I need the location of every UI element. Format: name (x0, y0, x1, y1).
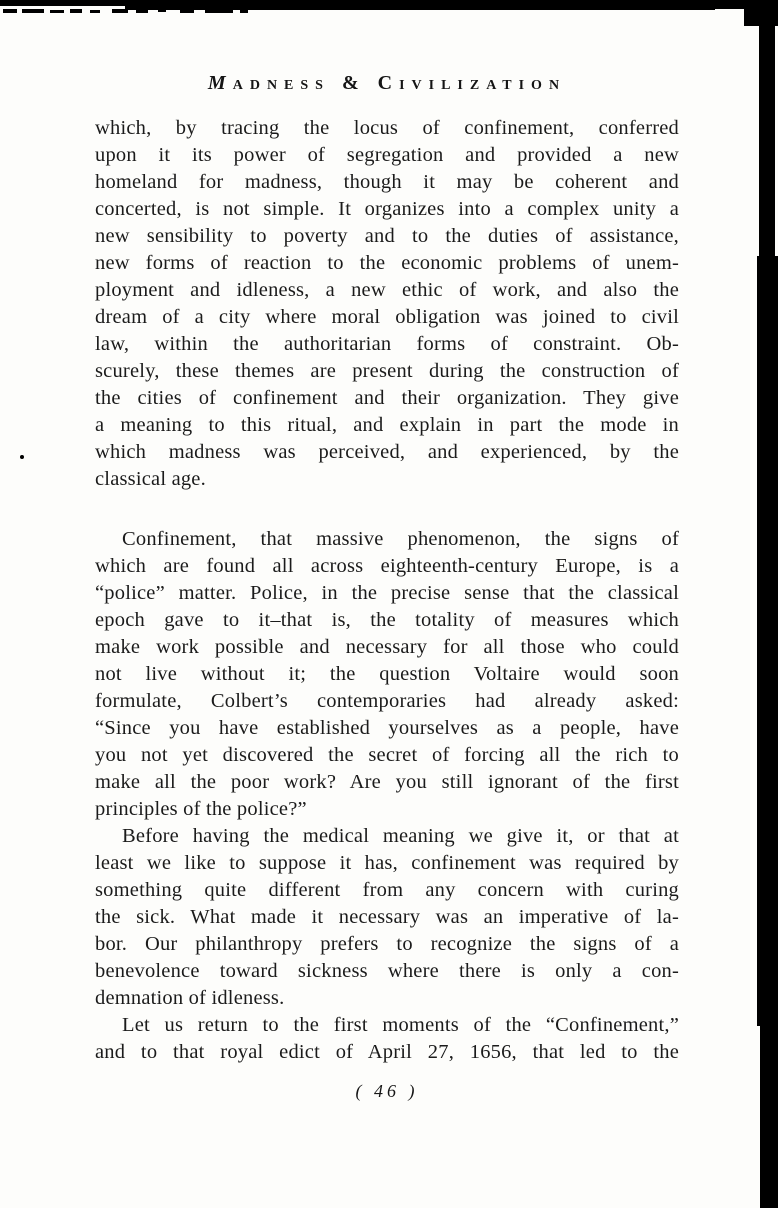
text-line: Confinement, that massive phenomenon, the signs of (122, 528, 679, 550)
text-line: which madness was perceived, and experienced, by the (95, 441, 679, 463)
text-line: which, by tracing the locus of confinement, conferred (95, 117, 679, 139)
scan-artifact-dash (50, 10, 64, 13)
text-line: principles of the police?” (95, 798, 307, 820)
text-line: dream of a city where moral obligation was joined to civil (95, 306, 679, 328)
text-line: law, within the authoritarian forms of constraint. Ob- (95, 333, 679, 355)
paragraph (95, 1012, 679, 1066)
text-line: make work possible and necessary for all those who could (95, 636, 679, 658)
scan-artifact-dash (205, 9, 233, 13)
text-line: Before having the medical meaning we give it, or that at (122, 825, 679, 847)
scan-artifact-dash (158, 9, 166, 12)
text-line: homeland for madness, though it may be coherent and (95, 171, 679, 193)
text-line: upon it its power of segregation and provided a new (95, 144, 679, 166)
paragraph (95, 823, 679, 1012)
text-line: the sick. What made it necessary was an imperative of la- (95, 906, 679, 928)
text-line: scurely, these themes are present during the construction of (95, 360, 679, 382)
text-line: a meaning to this ritual, and explain in part the mode in (95, 414, 679, 436)
text-line: ployment and idleness, a new ethic of work, and also the (95, 279, 679, 301)
text-line: Let us return to the first moments of the “Confinement,” (122, 1014, 679, 1036)
text-line: make all the poor work? Are you still ignorant of the first (95, 771, 679, 793)
text-line: not live without it; the question Voltaire would soon (95, 663, 679, 685)
scan-artifact-right-bar (760, 1026, 778, 1208)
text-line: and to that royal edict of April 27, 1656, that led to the (95, 1041, 679, 1063)
text-line: new sensibility to poverty and to the duties of assistance, (95, 225, 679, 247)
text-line: bor. Our philanthropy prefers to recognize the signs of a (95, 933, 679, 955)
paragraph (95, 115, 679, 493)
scan-artifact-speck (20, 455, 24, 459)
scan-artifact-top-strip (513, 0, 763, 9)
text-line: “Since you have established yourselves as a people, have (95, 717, 679, 739)
text-line: formulate, Colbert’s contemporaries had already asked: (95, 690, 679, 712)
text-line: “police” matter. Police, in the precise sense that the classical (95, 582, 679, 604)
text-line: classical age. (95, 468, 206, 490)
scan-artifact-dash (180, 10, 194, 13)
text-line: something quite different from any concern with curing (95, 879, 679, 901)
scan-artifact-dash (112, 9, 128, 13)
text-line: which are found all across eighteenth-century Europe, is a (95, 555, 679, 577)
scan-artifact-dash (240, 10, 248, 13)
scan-artifact-dash (70, 9, 82, 13)
scan-artifact-dash (90, 10, 100, 13)
text-line: least we like to suppose it has, confinement was required by (95, 852, 679, 874)
text-line: the cities of confinement and their organization. They give (95, 387, 679, 409)
paragraph (95, 526, 679, 823)
scan-artifact-dash (136, 10, 148, 13)
running-head: Madness & Civilization (207, 72, 567, 94)
text-line: epoch gave to it–that is, the totality of measures which (95, 609, 679, 631)
text-block (95, 115, 679, 1066)
scan-artifact-right-bar (759, 6, 775, 256)
scan-artifact-right-bar (757, 256, 778, 1026)
scan-artifact-dash (3, 9, 17, 13)
page-number: ( 46 ) (355, 1081, 419, 1101)
text-line: concerted, is not simple. It organizes into a complex unity a (95, 198, 679, 220)
text-line: new forms of reaction to the economic problems of unem- (95, 252, 679, 274)
text-line: demnation of idleness. (95, 987, 285, 1009)
text-line: benevolence toward sickness where there is only a con- (95, 960, 679, 982)
scan-artifact-dash (22, 9, 44, 13)
text-line: you not yet discovered the secret of forcing all the rich to (95, 744, 679, 766)
